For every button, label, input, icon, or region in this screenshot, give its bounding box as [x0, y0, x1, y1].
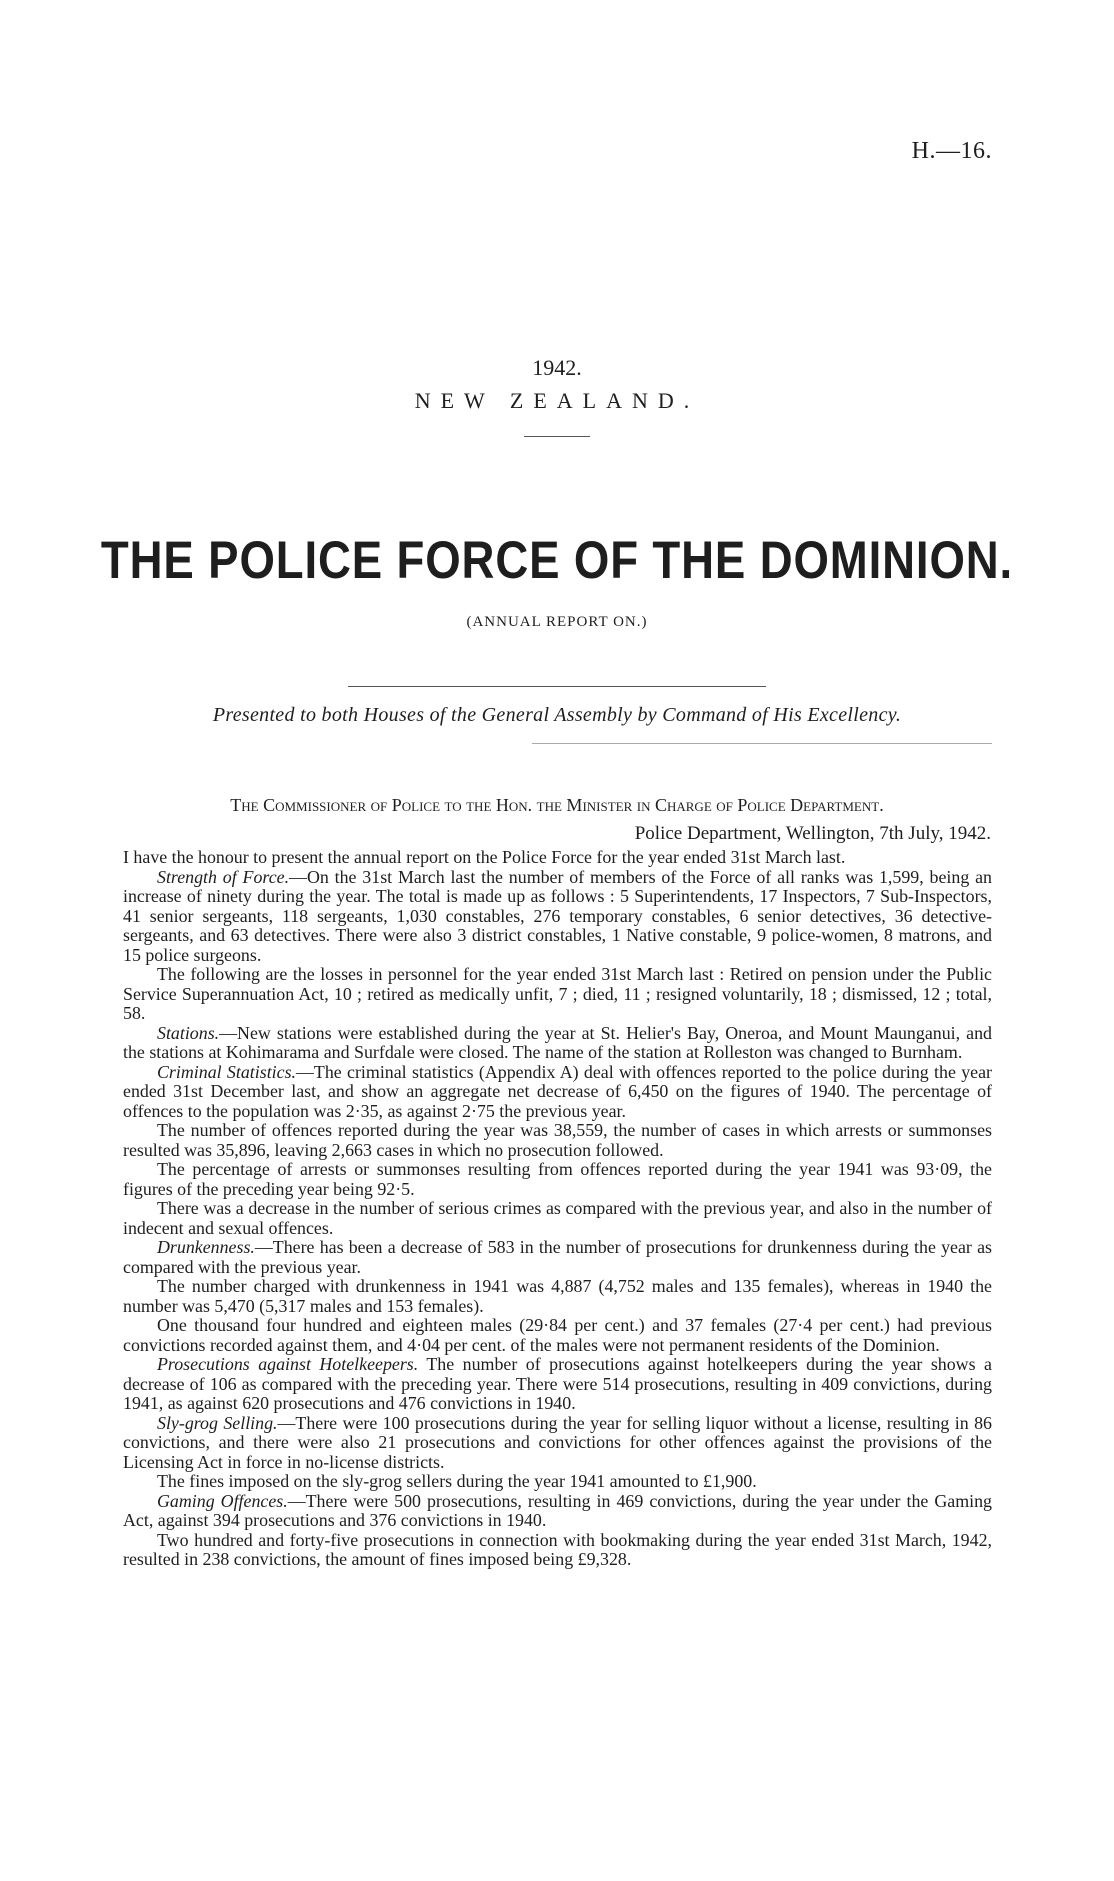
section-paragraph	[123, 1472, 992, 1492]
section-paragraph	[123, 1238, 992, 1277]
opening-paragraph: I have the honour to present the annual report on the Police Force for the year ended 31st March last.	[123, 847, 846, 867]
section-paragraph	[123, 1355, 992, 1414]
section-paragraph	[123, 1160, 992, 1199]
section-text: —There has been a decrease of 583 in the number of prosecutions for drunkenness during the year as compared with the previous year.	[123, 1237, 992, 1277]
section-text: Two hundred and forty-five prosecutions in connection with bookmaking during the year ended 31st March, 1942, resulted in 238 convictions, the amount of fines imposed being £9,328.	[123, 1529, 992, 1569]
section-text: The following are the losses in personnel for the year ended 31st March last : Retired on pension under the Public Service Superannuation Act, 10 ; retired as medically unfit, 7 ; died, 11 ; resigned voluntarily, 18 ; dismissed, 12 ; total, 58.	[123, 964, 992, 1023]
section-paragraph	[123, 1492, 992, 1531]
section-heading: Drunkenness.	[157, 1237, 255, 1257]
section-text: One thousand four hundred and eighteen males (29·84 per cent.) and 37 females (27·4 per cent.) had previous convictions recorded against them, and 4·04 per cent. of the males were not permanent residents of the Dominion.	[123, 1315, 992, 1355]
section-paragraph	[123, 1121, 992, 1160]
section-paragraph	[123, 965, 992, 1024]
divider-rule	[532, 743, 992, 744]
section-text: The fines imposed on the sly-grog sellers during the year 1941 amounted to £1,900.	[157, 1471, 757, 1491]
section-text: There was a decrease in the number of serious crimes as compared with the previous year, and also in the number of indecent and sexual offences.	[123, 1198, 992, 1238]
section-heading: Criminal Statistics.	[157, 1061, 297, 1082]
section-paragraph	[123, 1531, 992, 1570]
report-year: 1942.	[532, 355, 582, 380]
section-heading: Stations.	[157, 1022, 220, 1043]
section-paragraph	[123, 1414, 992, 1473]
section-heading: Prosecutions against Hotelkeepers.	[157, 1354, 419, 1374]
section-paragraph	[123, 1024, 992, 1063]
section-text: —The criminal statistics (Appendix A) deal with offences reported to the police during the year ended 31st December last, and show an aggregate net decrease of 6,450 on the figures of 1940. The percentage of offences to the population was 2·35, as against 2·75 the previous year.	[123, 1061, 992, 1121]
section-paragraph	[123, 1063, 992, 1122]
section-text: —On the 31st March last the number of members of the Force of all ranks was 1,599, being an increase of ninety during the year. The total is made up as follows : 5 Superintendents, 17 Inspectors, 7 Sub-Inspectors, 41 senior sergeants, 118 sergeants, 1,030 constables, 276 temporary constables, 6 senior detectives, 36 detective-sergeants, and 63 detectives. There were also 3 district constables, 1 Native constable, 9 police-women, 8 matrons, and 15 police surgeons.	[123, 866, 992, 965]
section-heading: Strength of Force.	[157, 866, 290, 887]
document-title: THE POLICE FORCE OF THE DOMINION.	[100, 531, 1014, 590]
section-paragraph	[123, 1199, 992, 1238]
letter-place-date: Police Department, Wellington, 7th July, 1942.	[634, 823, 991, 844]
section-paragraph	[123, 868, 992, 966]
country-heading: NEW ZEALAND.	[414, 388, 700, 413]
report-body	[123, 848, 992, 1570]
document-subtitle: (ANNUAL REPORT ON.)	[466, 614, 648, 630]
section-text: —New stations were established during the year at St. Helier's Bay, Oneroa, and Mount Maunganui, and the stations at Kohimarama and Surfdale were closed. The name of the station at Rolleston was changed to Burnham.	[123, 1022, 992, 1062]
section-text: The number charged with drunkenness in 1941 was 4,887 (4,752 males and 135 females), whereas in 1940 the number was 5,470 (5,317 males and 153 females).	[123, 1276, 992, 1316]
section-text: —There were 500 prosecutions, resulting in 469 convictions, during the year under the Gaming Act, against 394 prosecutions and 376 convictions in 1940.	[123, 1490, 992, 1530]
section-text: The number of prosecutions against hotelkeepers during the year shows a decrease of 106 as compared with the preceding year. There were 514 prosecutions, resulting in 409 convictions, during 1941, as against 620 prosecutions and 476 convictions in 1940.	[123, 1354, 992, 1413]
section-paragraph	[123, 1316, 992, 1355]
presentation-statement: Presented to both Houses of the General Assembly by Command of His Excellency.	[212, 704, 902, 726]
section-text: The number of offences reported during the year was 38,559, the number of cases in which arrests or summonses resulted was 35,896, leaving 2,663 cases in which no prosecution followed.	[123, 1120, 992, 1160]
section-paragraph	[123, 1277, 992, 1316]
section-text: —There were 100 prosecutions during the year for selling liquor without a license, resulting in 86 convictions, and there were also 21 prosecutions and convictions for other offences against the provisions of the Licensing Act in force in no-license districts.	[123, 1412, 992, 1472]
divider-rule	[348, 686, 766, 687]
section-text: The percentage of arrests or summonses resulting from offences reported during the year 1941 was 93·09, the figures of the preceding year being 92·5.	[123, 1159, 992, 1199]
section-heading: Gaming Offences.	[157, 1490, 288, 1511]
page-reference: H.—16.	[911, 138, 992, 164]
letter-address: The Commissioner of Police to the Hon. the Minister in Charge of Police Department.	[230, 795, 884, 815]
section-heading: Sly-grog Selling.	[157, 1412, 278, 1433]
divider-rule	[524, 436, 590, 437]
